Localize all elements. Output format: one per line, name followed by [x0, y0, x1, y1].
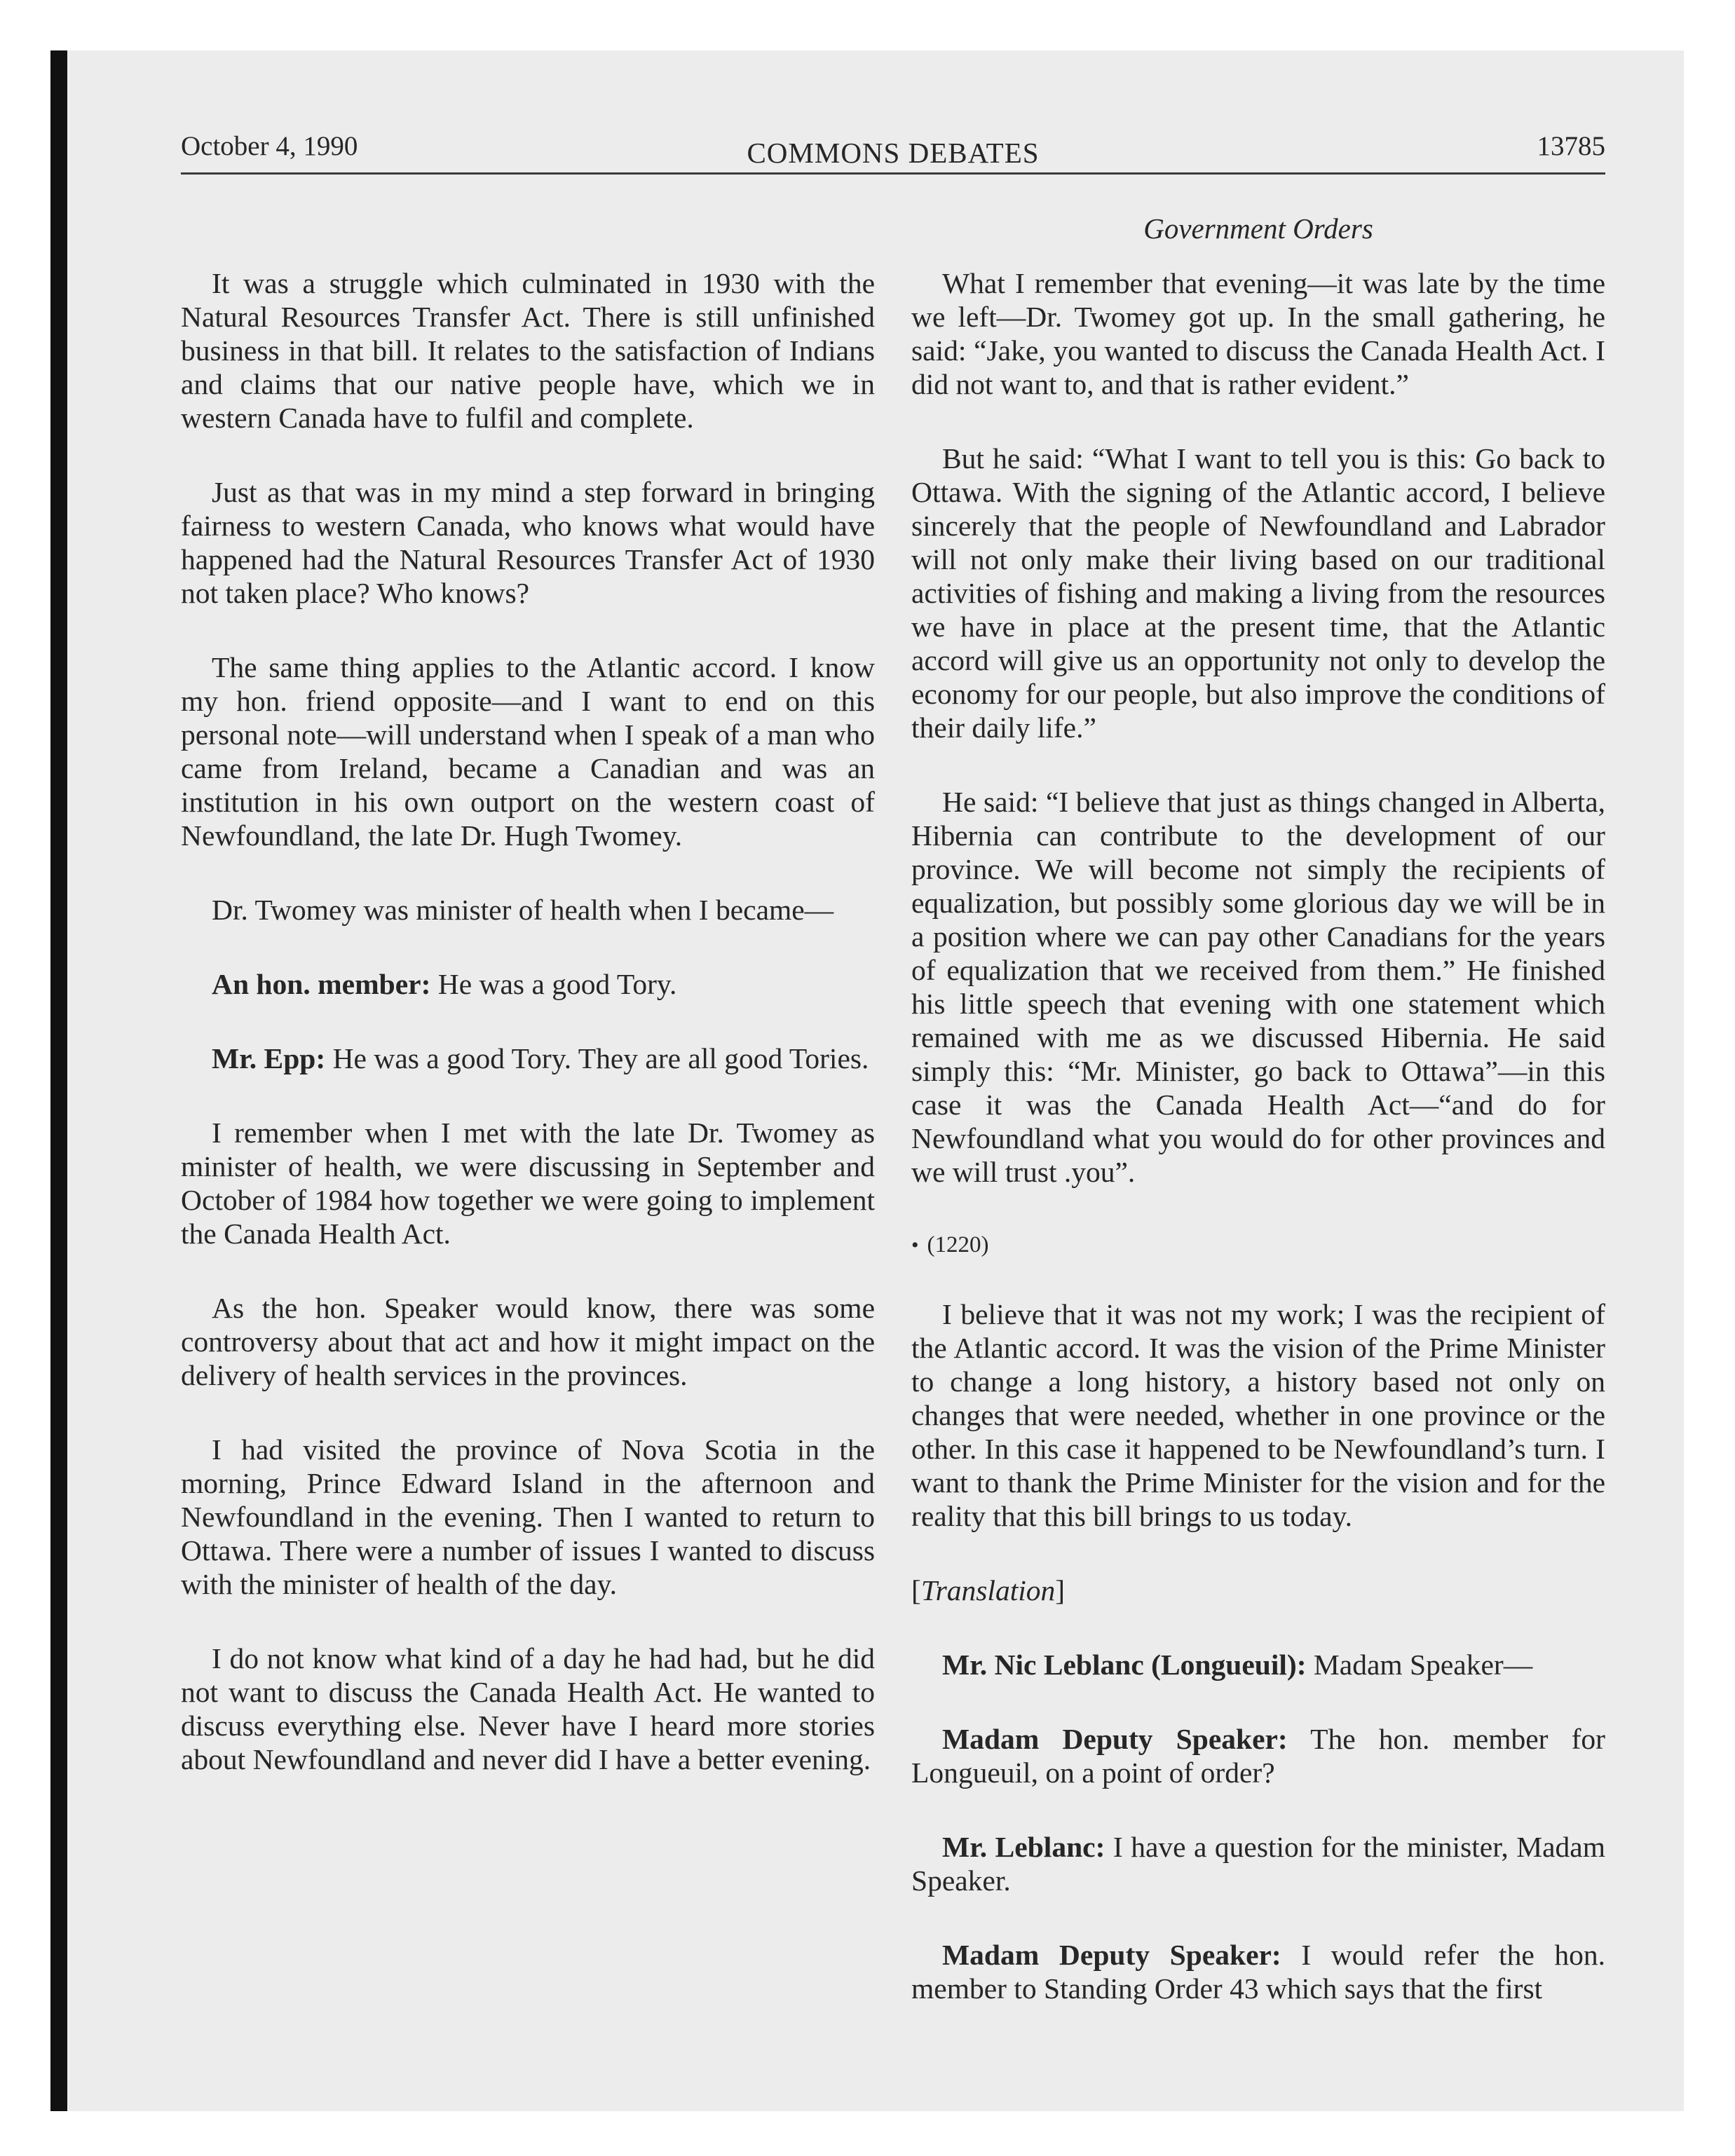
speaker-paragraph: Madam Deputy Speaker: I would refer the hon. member to Standing Order 43 which says that the first	[911, 1939, 1605, 2005]
header-page-number: 13785	[1537, 131, 1605, 161]
paragraph: But he said: “What I want to tell you is this: Go back to Ottawa. With the signing of the Atlantic accord, I believe sincerely that the people of Newfoundland and Labrador will not only make their living based on our traditional activities of fishing and making a living from the resources we have in place at the present time, that the Atlantic accord will give us an opportunity not only to develop the economy for our people, but also improve the conditions of their daily life.”	[911, 442, 1605, 744]
speaker-paragraph: Mr. Nic Leblanc (Longueuil): Madam Speaker—	[942, 1649, 1533, 1681]
paragraph: I believe that it was not my work; I was the recipient of the Atlantic accord. It was the vision of the Prime Minister to change a long history, a history based not only on changes that were needed, whether in one province or the other. In this case it happened to be Newfoundland’s turn. I want to thank the Prime Minister for the vision and for the reality that this bill brings to us today.	[911, 1298, 1605, 1532]
bullet-icon: •	[911, 1234, 919, 1257]
paragraph: He said: “I believe that just as things changed in Alberta, Hibernia can contribute to the development of our province. We will become not simply the recipients of equalization, but possibly some glorious day we will be in a position where we can pay other Canadians for the years of equalization that we received from them.” He finished his little speech that evening with one statement which remained with me as we discussed Hibernia. He said simply this: “Mr. Minister, go back to Ottawa”—in this case it was the Canada Health Act—“and do for Newfoundland what you would do for other provinces and we will trust .you”.	[911, 786, 1605, 1188]
paragraph: I had visited the province of Nova Scotia in the morning, Prince Edward Island in the afternoon and Newfoundland in the evening. Then I wanted to return to Ottawa. There were a number of issues I wanted to discuss with the minister of health of the day.	[181, 1433, 875, 1600]
speaker-paragraph: Madam Deputy Speaker: The hon. member for Longueuil, on a point of order?	[911, 1723, 1605, 1789]
speaker-paragraph: Mr. Epp: He was a good Tory. They are all good Tories.	[212, 1042, 869, 1074]
speaker-name: Mr. Nic Leblanc (Longueuil):	[942, 1649, 1307, 1681]
header-date: October 4, 1990	[181, 131, 358, 161]
speaker-name: Mr. Leblanc:	[942, 1831, 1105, 1863]
speaker-name: Madam Deputy Speaker:	[942, 1723, 1288, 1755]
binding-edge	[50, 50, 67, 2111]
page-header	[181, 130, 1605, 172]
header-title: COMMONS DEBATES	[747, 137, 1040, 169]
time-marker	[911, 1229, 1605, 1261]
paragraph: Just as that was in my mind a step forward in bringing fairness to western Canada, who knows what would have happened had the Natural Resources Transfer Act of 1930 not taken place? Who knows?	[181, 476, 875, 609]
paragraph: The same thing applies to the Atlantic accord. I know my hon. friend opposite—and I want to end on this personal note—will understand when I speak of a man who came from Ireland, became a Canadian and was an institution in his own outport on the western coast of Newfoundland, the late Dr. Hugh Twomey.	[181, 651, 875, 852]
paragraph: As the hon. Speaker would know, there was some controversy about that act and how it might impact on the delivery of health services in the provinces.	[181, 1292, 875, 1391]
paragraph: I remember when I met with the late Dr. Twomey as minister of health, we were discussing in September and October of 1984 how together we were going to implement the Canada Health Act.	[181, 1117, 875, 1250]
speaker-name: Mr. Epp:	[212, 1042, 326, 1074]
speaker-name: Madam Deputy Speaker:	[942, 1939, 1281, 1971]
paragraph: Dr. Twomey was minister of health when I became—	[212, 894, 834, 926]
header-rule	[181, 172, 1605, 175]
paragraph: I do not know what kind of a day he had had, but he did not want to discuss the Canada Health Act. He wanted to discuss everything else. Never have I heard more stories about Newfoundland and never did I have a better evening.	[181, 1642, 875, 1775]
left-column	[181, 266, 875, 1817]
right-column	[911, 266, 1605, 2046]
time-stamp: (1220)	[927, 1232, 989, 1257]
section-label: Government Orders	[1143, 212, 1373, 245]
translation-label: [Translation]	[911, 1574, 1066, 1606]
speaker-paragraph: An hon. member: He was a good Tory.	[212, 968, 677, 1000]
paragraph: What I remember that evening—it was late by the time we left—Dr. Twomey got up. In the small gathering, he said: “Jake, you wanted to discuss the Canada Health Act. I did not want to, and that is rather evident.”	[911, 267, 1605, 400]
paragraph: It was a struggle which culminated in 1930 with the Natural Resources Transfer Act. There is still unfinished business in that bill. It relates to the satisfaction of Indians and claims that our native people have, which we in western Canada have to fulfil and complete.	[181, 267, 875, 434]
speaker-name: An hon. member:	[212, 968, 431, 1000]
speaker-paragraph: Mr. Leblanc: I have a question for the minister, Madam Speaker.	[911, 1831, 1606, 1897]
